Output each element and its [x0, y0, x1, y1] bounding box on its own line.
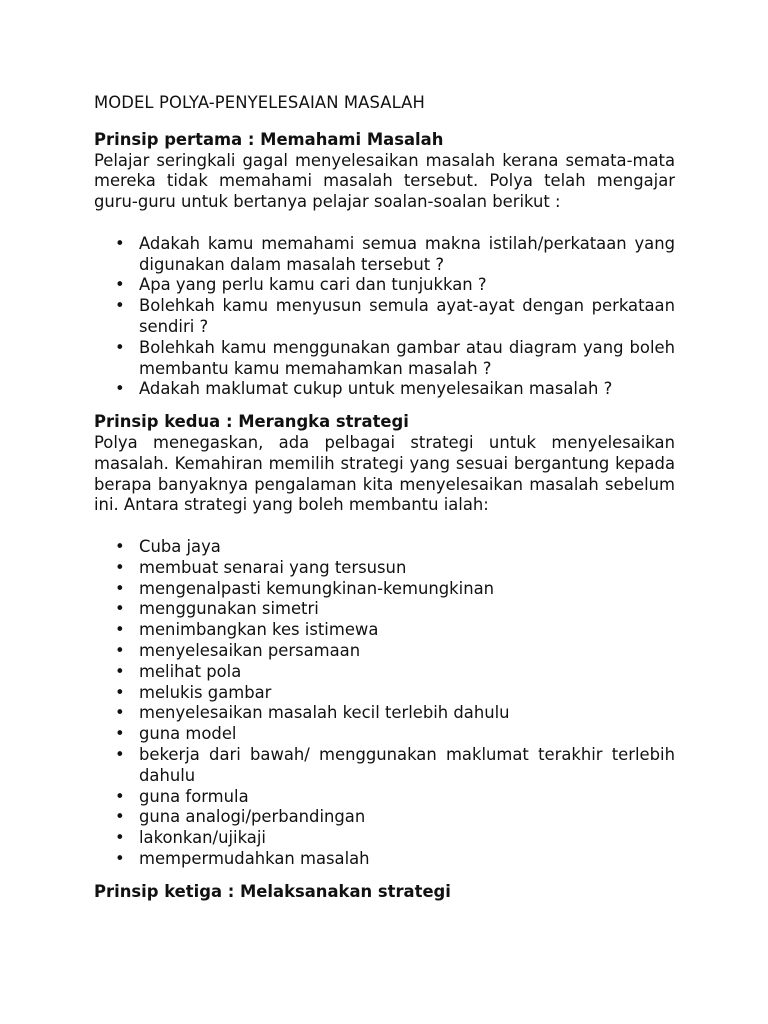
spacer — [94, 400, 675, 412]
bullet-icon: • — [115, 233, 125, 253]
spacer — [94, 516, 675, 537]
list-item: • Bolehkah kamu menggunakan gambar atau diagram yang boleh membantu kamu memahamkan masalah ? — [115, 337, 675, 378]
list-item: • menimbangkan kes istimewa — [115, 620, 379, 640]
section-paragraph-1: Pelajar seringkali gagal menyelesaikan masalah kerana semata-mata mereka tidak memahami masalah tersebut. Polya telah mengajar guru-guru untuk bertanya pelajar soalan-soalan berikut : — [94, 150, 675, 212]
bullet-icon: • — [115, 807, 125, 827]
bullet-icon: • — [115, 661, 125, 681]
list-item: • mengenalpasti kemungkinan-kemungkinan — [115, 578, 495, 598]
bullet-icon: • — [115, 296, 125, 316]
bullet-icon: • — [115, 337, 125, 357]
document-page — [94, 93, 675, 902]
list-item: • menggunakan simetri — [115, 599, 319, 619]
list-item: • guna model — [115, 724, 237, 744]
list-item: • membuat senarai yang tersusun — [115, 557, 407, 577]
bullet-icon: • — [115, 275, 125, 295]
list-item: • bekerja dari bawah/ menggunakan maklumat terakhir terlebih dahulu — [115, 744, 675, 785]
bullet-icon: • — [115, 682, 125, 702]
section-heading-3: Prinsip ketiga : Melaksanakan strategi — [94, 881, 451, 901]
bullet-icon: • — [115, 640, 125, 660]
list-item: • menyelesaikan persamaan — [115, 640, 361, 660]
list-item: • Adakah maklumat cukup untuk menyelesaikan masalah ? — [115, 379, 613, 399]
bullet-icon: • — [115, 536, 125, 556]
bullet-list-2 — [94, 537, 675, 870]
list-item: • guna analogi/perbandingan — [115, 807, 366, 827]
list-item: • Bolehkah kamu menyusun semula ayat-ayat dengan perkataan sendiri ? — [115, 296, 675, 336]
bullet-icon: • — [115, 724, 125, 744]
section-paragraph-2: Polya menegaskan, ada pelbagai strategi untuk menyelesaikan masalah. Kemahiran memilih strategi yang sesuai bergantung kepada berapa banyaknya pengalaman kita menyelesaikan masalah sebelum ini. Antara strategi yang boleh membantu ialah: — [94, 432, 675, 515]
bullet-icon: • — [115, 703, 125, 723]
list-item: • Apa yang perlu kamu cari dan tunjukkan ? — [115, 275, 487, 295]
bullet-icon: • — [115, 744, 125, 764]
spacer — [94, 870, 675, 882]
bullet-icon: • — [115, 828, 125, 848]
bullet-icon: • — [115, 578, 125, 598]
bullet-list-1 — [94, 234, 675, 400]
bullet-icon: • — [115, 557, 125, 577]
bullet-icon: • — [115, 848, 125, 868]
list-item: • menyelesaikan masalah kecil terlebih dahulu — [115, 703, 510, 723]
list-item: • mempermudahkan masalah — [115, 848, 370, 868]
list-item: • Cuba jaya — [115, 536, 221, 556]
spacer — [94, 213, 675, 234]
list-item: • melukis gambar — [115, 682, 272, 702]
section-heading-2: Prinsip kedua : Merangka strategi — [94, 412, 409, 432]
section-heading-1: Prinsip pertama : Memahami Masalah — [94, 129, 444, 149]
bullet-icon: • — [115, 599, 125, 619]
list-item: • Adakah kamu memahami semua makna istilah/perkataan yang digunakan dalam masalah tersebut ? — [115, 233, 675, 274]
list-item: • melihat pola — [115, 661, 242, 681]
bullet-icon: • — [115, 379, 125, 399]
list-item: • guna formula — [115, 786, 249, 806]
document-title: MODEL POLYA-PENYELESAIAN MASALAH — [94, 93, 425, 112]
list-item: • lakonkan/ujikaji — [115, 828, 266, 848]
bullet-icon: • — [115, 786, 125, 806]
bullet-icon: • — [115, 620, 125, 640]
